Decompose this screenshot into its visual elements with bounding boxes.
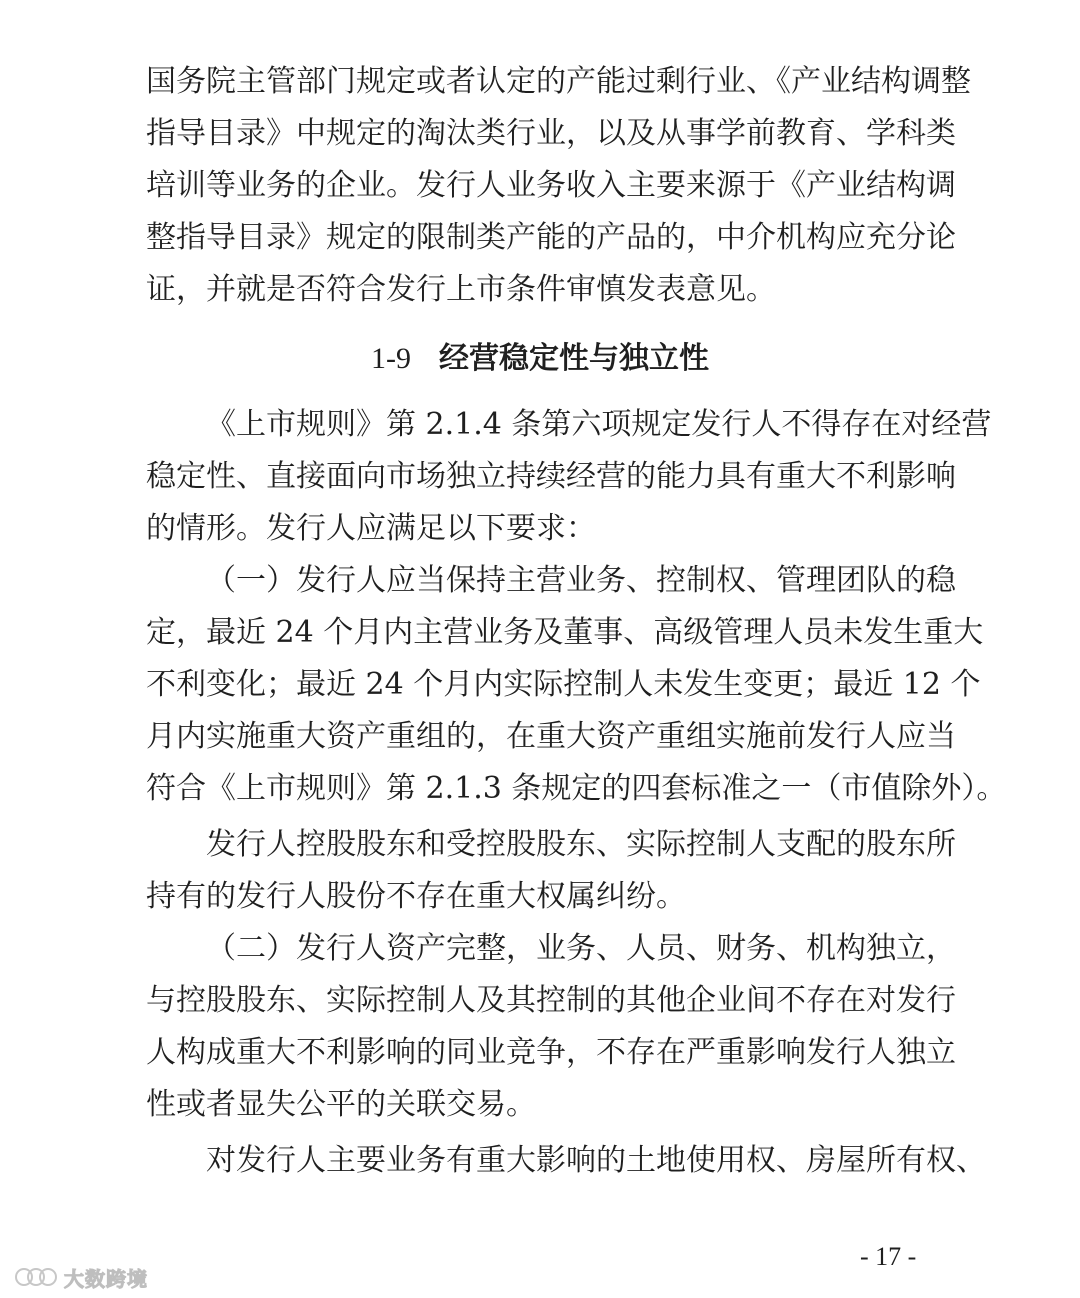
paragraph-line: 性或者显失公平的关联交易。 (146, 1087, 536, 1122)
paragraph-line: 培训等业务的企业。发行人业务收入主要来源于《产业结构调 (146, 168, 956, 203)
paragraph-line: 人构成重大不利影响的同业竞争，不存在严重影响发行人独立 (146, 1035, 956, 1070)
paragraph-line: （一）发行人应当保持主营业务、控制权、管理团队的稳 (206, 563, 956, 598)
section-heading (0, 338, 1080, 380)
paragraph-line: （二）发行人资产完整，业务、人员、财务、机构独立， (206, 931, 956, 966)
paragraph-line: 整指导目录》规定的限制类产能的产品的，中介机构应充分论 (146, 220, 956, 255)
paragraph-line: 不利变化；最近 24 个月内实际控制人未发生变更；最近 12 个 (146, 667, 981, 702)
paragraph-line: 对发行人主要业务有重大影响的土地使用权、房屋所有权、 (206, 1143, 986, 1178)
paragraph-line: 稳定性、直接面向市场独立持续经营的能力具有重大不利影响 (146, 459, 956, 494)
paragraph-line: 的情形。发行人应满足以下要求： (146, 511, 596, 546)
watermark-text: 大数跨境 (64, 1266, 148, 1291)
brand-logo-icon (14, 1265, 58, 1289)
page-number: - 17 - (860, 1242, 917, 1271)
paragraph-line: 发行人控股股东和受控股股东、实际控制人支配的股东所 (206, 827, 956, 862)
watermark (14, 1262, 148, 1292)
section-title: 经营稳定性与独立性 (439, 341, 709, 376)
paragraph-line: 《上市规则》第 2.1.4 条第六项规定发行人不得存在对经营 (206, 407, 992, 442)
paragraph-line: 证，并就是否符合发行上市条件审慎发表意见。 (146, 272, 776, 307)
paragraph-line: 指导目录》中规定的淘汰类行业，以及从事学前教育、学科类 (146, 116, 956, 151)
paragraph-line: 定，最近 24 个月内主营业务及董事、高级管理人员未发生重大 (146, 615, 984, 650)
paragraph-line: 月内实施重大资产重组的，在重大资产重组实施前发行人应当 (146, 719, 956, 754)
paragraph-line: 符合《上市规则》第 2.1.3 条规定的四套标准之一（市值除外）。 (146, 771, 1007, 806)
paragraph-line: 国务院主管部门规定或者认定的产能过剩行业、《产业结构调整 (146, 64, 971, 99)
paragraph-line: 与控股股东、实际控制人及其控制的其他企业间不存在对发行 (146, 983, 956, 1018)
paragraph-line: 持有的发行人股份不存在重大权属纠纷。 (146, 879, 686, 914)
section-number: 1-9 (371, 342, 411, 375)
